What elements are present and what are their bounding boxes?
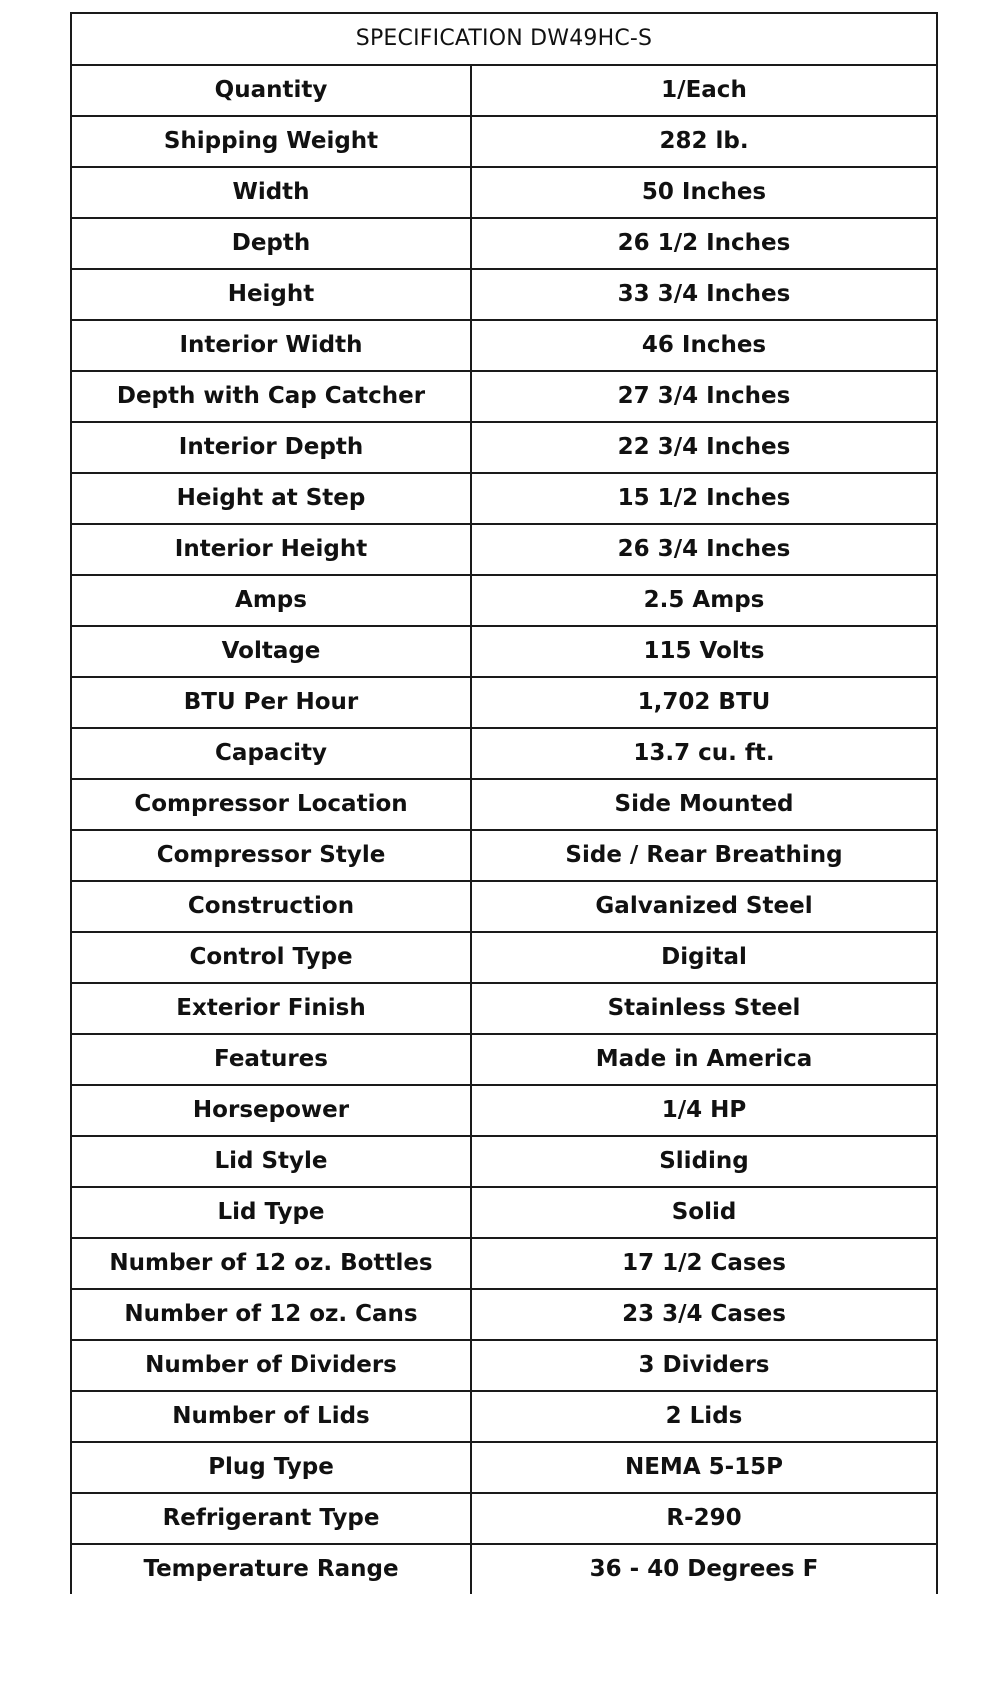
table-row	[71, 677, 937, 728]
spec-value: 282 lb.	[471, 116, 937, 167]
spec-label: Height at Step	[71, 473, 471, 524]
spec-value: 115 Volts	[471, 626, 937, 677]
spec-value: 36 - 40 Degrees F	[471, 1544, 937, 1594]
spec-value: Galvanized Steel	[471, 881, 937, 932]
spec-value: Sliding	[471, 1136, 937, 1187]
table-row	[71, 320, 937, 371]
spec-value: NEMA 5-15P	[471, 1442, 937, 1493]
table-row	[71, 371, 937, 422]
spec-value: R-290	[471, 1493, 937, 1544]
spec-value: 2 Lids	[471, 1391, 937, 1442]
spec-label: Width	[71, 167, 471, 218]
table-row	[71, 269, 937, 320]
table-row	[71, 65, 937, 116]
spec-label: Lid Type	[71, 1187, 471, 1238]
spec-value: 22 3/4 Inches	[471, 422, 937, 473]
spec-label: Control Type	[71, 932, 471, 983]
table-row	[71, 830, 937, 881]
table-row	[71, 116, 937, 167]
spec-label: Temperature Range	[71, 1544, 471, 1594]
table-row	[71, 932, 937, 983]
spec-value: 26 1/2 Inches	[471, 218, 937, 269]
table-row	[71, 473, 937, 524]
table-row	[71, 575, 937, 626]
table-row	[71, 1391, 937, 1442]
table-row	[71, 1544, 937, 1594]
spec-value: Solid	[471, 1187, 937, 1238]
spec-label: Quantity	[71, 65, 471, 116]
spec-value: 27 3/4 Inches	[471, 371, 937, 422]
spec-label: Capacity	[71, 728, 471, 779]
spec-label: Depth with Cap Catcher	[71, 371, 471, 422]
spec-value: Digital	[471, 932, 937, 983]
table-row	[71, 218, 937, 269]
spec-label: Shipping Weight	[71, 116, 471, 167]
table-row	[71, 1493, 937, 1544]
spec-value: Side / Rear Breathing	[471, 830, 937, 881]
spec-value: 15 1/2 Inches	[471, 473, 937, 524]
spec-label: Exterior Finish	[71, 983, 471, 1034]
spec-value: 1/Each	[471, 65, 937, 116]
specification-table	[70, 12, 938, 1594]
table-row	[71, 1187, 937, 1238]
spec-label: Number of 12 oz. Bottles	[71, 1238, 471, 1289]
spec-value: 26 3/4 Inches	[471, 524, 937, 575]
spec-value: 33 3/4 Inches	[471, 269, 937, 320]
table-row	[71, 881, 937, 932]
spec-label: Refrigerant Type	[71, 1493, 471, 1544]
table-row	[71, 1442, 937, 1493]
spec-value: 23 3/4 Cases	[471, 1289, 937, 1340]
spec-label: Lid Style	[71, 1136, 471, 1187]
spec-value: 50 Inches	[471, 167, 937, 218]
spec-label: Number of Dividers	[71, 1340, 471, 1391]
spec-value: Side Mounted	[471, 779, 937, 830]
spec-value: Stainless Steel	[471, 983, 937, 1034]
table-row	[71, 422, 937, 473]
table-row	[71, 1238, 937, 1289]
spec-label: Interior Height	[71, 524, 471, 575]
table-row	[71, 1340, 937, 1391]
spec-value: Made in America	[471, 1034, 937, 1085]
spec-label: BTU Per Hour	[71, 677, 471, 728]
table-row	[71, 1085, 937, 1136]
table-row	[71, 1034, 937, 1085]
table-row	[71, 167, 937, 218]
spec-value: 13.7 cu. ft.	[471, 728, 937, 779]
spec-value: 1/4 HP	[471, 1085, 937, 1136]
spec-value: 2.5 Amps	[471, 575, 937, 626]
spec-label: Height	[71, 269, 471, 320]
table-row	[71, 524, 937, 575]
table-row	[71, 983, 937, 1034]
spec-label: Depth	[71, 218, 471, 269]
spec-value: 1,702 BTU	[471, 677, 937, 728]
spec-label: Amps	[71, 575, 471, 626]
spec-label: Construction	[71, 881, 471, 932]
spec-label: Interior Width	[71, 320, 471, 371]
spec-label: Horsepower	[71, 1085, 471, 1136]
spec-label: Voltage	[71, 626, 471, 677]
table-title: SPECIFICATION DW49HC-S	[71, 13, 937, 65]
table-body	[71, 65, 937, 1594]
spec-value: 17 1/2 Cases	[471, 1238, 937, 1289]
spec-label: Number of Lids	[71, 1391, 471, 1442]
spec-label: Interior Depth	[71, 422, 471, 473]
table-row	[71, 626, 937, 677]
spec-label: Compressor Style	[71, 830, 471, 881]
table-row	[71, 728, 937, 779]
spec-label: Features	[71, 1034, 471, 1085]
table-row	[71, 1289, 937, 1340]
spec-label: Compressor Location	[71, 779, 471, 830]
spec-value: 3 Dividers	[471, 1340, 937, 1391]
spec-label: Number of 12 oz. Cans	[71, 1289, 471, 1340]
spec-label: Plug Type	[71, 1442, 471, 1493]
spec-value: 46 Inches	[471, 320, 937, 371]
table-row	[71, 779, 937, 830]
table-row	[71, 1136, 937, 1187]
table-header-row	[71, 13, 937, 65]
